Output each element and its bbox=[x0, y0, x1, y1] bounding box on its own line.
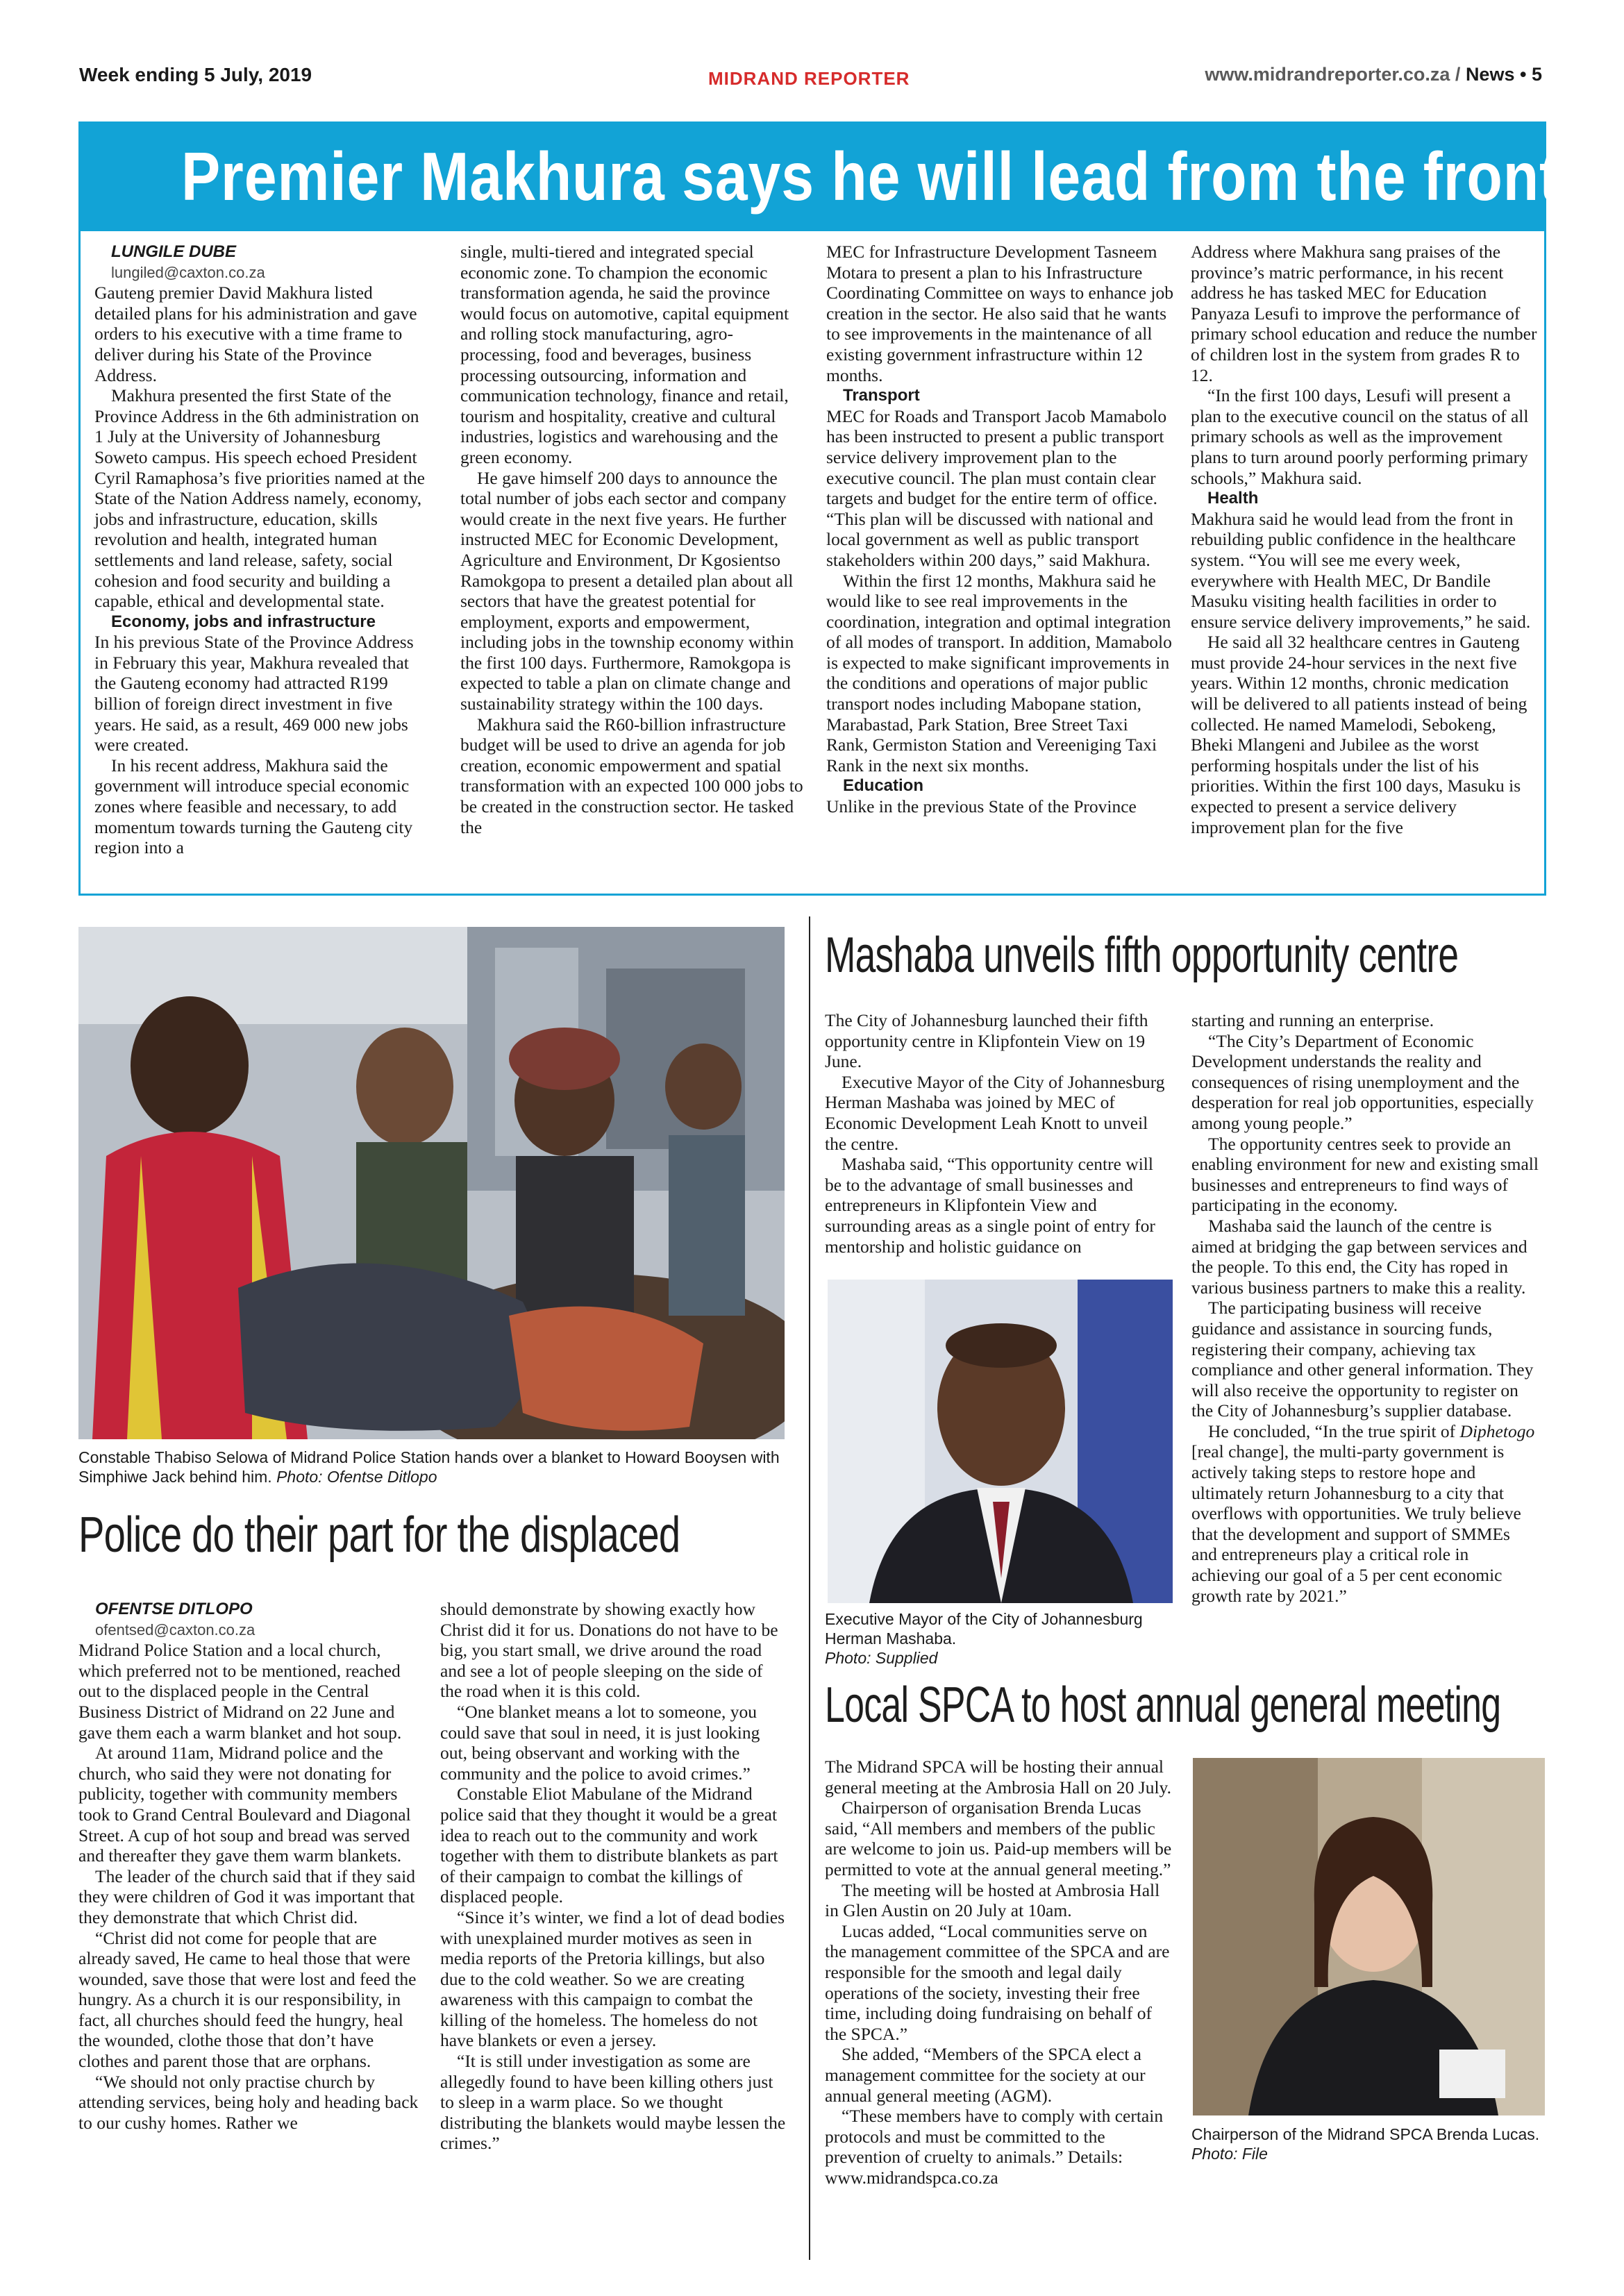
paragraph: At around 11am, Midrand police and the church, who said they were not donating for publicity, together with community members took to Grand Central Boulevard and Diagonal Street. A cup of hot soup and bread was served and thereafter they gave them warm blankets. bbox=[78, 1743, 411, 1866]
lead-headline: Premier Makhura says he will lead from the front bbox=[181, 138, 1559, 215]
column-divider bbox=[809, 916, 810, 2260]
paragraph: “Christ did not come for people that are already saved, He came to heal those that were wounded, save those that were lost and feed the hungry. As a church it is our responsibility, in fact, all churches should feed the hungry, heal the wounded, clothe those that don’t have clothes and parent those that are orphans. bbox=[78, 1927, 417, 2072]
paragraph: Chairperson of organisation Brenda Lucas said, “All members and members of the public are welcome to join us. Paid-up members will be permitted to vote at the annual general meeting.” bbox=[825, 1798, 1172, 1879]
paragraph: In his recent address, Makhura said the government will introduce special economic zones where feasible and necessary, to add momentum towards turning the Gauteng city region into a bbox=[94, 755, 413, 858]
section-name: News bbox=[1465, 64, 1515, 85]
paragraph bbox=[1191, 1421, 1539, 1606]
quote-emphasis: Diphetogo bbox=[1459, 1421, 1535, 1441]
byline: LUNGILE DUBE bbox=[111, 242, 236, 261]
paragraph: Address where Makhura sang praises of the province’s matric performance, in his recent address he has tasked MEC for Education Panyaza Lesufi to improve the performance of primary school education and reduce the number of children lost in the system from grades R to 12. bbox=[1191, 242, 1537, 385]
paragraph: Within the first 12 months, Makhura said he would like to see real improvements in the coordination, integration and optimal integration of all modes of transport. In addition, Mamabolo is expected to make significant improvements in the conditions and operations of major public transport nodes including Mabopane station, Marabastad, Park Station, Bree Street Taxi Rank, Germiston Station and Vereeniging Taxi Rank in the next six months. bbox=[826, 570, 1172, 776]
paragraph: The Midrand SPCA will be hosting their annual general meeting at the Ambrosia Hall on 20 July. bbox=[825, 1757, 1172, 1798]
photo-illustration bbox=[78, 927, 785, 1439]
quote-text: [real change], the multi-party government is actively taking steps to restore hope and ultimately return Johannesburg to a city that overflows with opportunities. We truly believe that the development and support of SMMEs and entrepreneurs play a critical role in achieving our goal of a 5 per cent economic growth rate by 2021.” bbox=[1191, 1441, 1521, 1606]
paragraph: “We should not only practise church by attending services, being holy and heading back to our cushy homes. Rather we bbox=[78, 2071, 419, 2133]
quote-text: He concluded, “In the true spirit of bbox=[1208, 1421, 1460, 1441]
paragraph: He said all 32 healthcare centres in Gauteng must provide 24-hour services in the next five years. Within 12 months, chronic medication will be delivered to all patients instead of being collected. He named Mamelodi, Sebokeng, Bheki Mlangeni and Jubilee as the worst performing hospitals under the list of his priorities. Within the first 100 days, Masuku is expected to present a service delivery improvement plan for the five bbox=[1191, 632, 1527, 837]
paragraph: Lucas added, “Local communities serve on the management committee of the SPCA and are responsible for the smooth and legal daily operations of the society, investing their free time, including doing fundraising on behalf of the SPCA.” bbox=[825, 1920, 1170, 2044]
paragraph: Midrand Police Station and a local church, which preferred not to be mentioned, reached out to the displaced people in the Central Business District of Midrand on 22 June and gave them each a warm blanket and hot soup. bbox=[78, 1640, 402, 1743]
police-article-column-1 bbox=[78, 1599, 426, 2133]
subheading: Transport bbox=[843, 386, 920, 405]
subheading: Education bbox=[843, 776, 924, 796]
subheading: Economy, jobs and infrastructure bbox=[111, 612, 376, 631]
caption-text: Constable Thabiso Selowa of Midrand Police Station hands over a blanket to Howard Booysen with Simphiwe Jack behind him. bbox=[78, 1448, 780, 1486]
mashaba-photo bbox=[828, 1280, 1173, 1603]
paragraph: Makhura said he would lead from the front in rebuilding public confidence in the healthcare system. “You will see me every week, everywhere with Health MEC, Dr Bandile Masuku visiting health facilities in order to ensure service delivery improvements,” he said. bbox=[1191, 508, 1531, 632]
paragraph: She added, “Members of the SPCA elect a management committee for the society at our annual general meeting (AGM). bbox=[825, 2044, 1146, 2106]
paragraph: MEC for Infrastructure Development Tasneem Motara to present a plan to his Infrastructure Coordinating Committee on ways to enhance job creation in the sector. He also said that he wants to see improvements in the maintenance of all existing government infrastructure within 12 months. bbox=[826, 242, 1173, 385]
police-photo-caption bbox=[78, 1448, 787, 1486]
paragraph: The leader of the church said that if they said they were children of God it was important that they demonstrate that which Christ did. bbox=[78, 1866, 415, 1927]
spca-headline: Local SPCA to host annual general meeting bbox=[825, 1677, 1501, 1733]
mashaba-article-column-2 bbox=[1191, 1010, 1539, 1606]
issue-date: Week ending 5 July, 2019 bbox=[79, 64, 312, 85]
paragraph: single, multi-tiered and integrated special economic zone. To champion the economic transformation agenda, he said the province would focus on automotive, capital equipment and rolling stock manufacturing, agro-processing, food and beverages, business processing outsourcing, information and communication technology, finance and retail, tourism and hospitality, creative and cultural industries, logistics and warehousing and the green economy. bbox=[460, 242, 789, 467]
bullet: • bbox=[1520, 64, 1532, 85]
portrait-illustration bbox=[1193, 1758, 1545, 2115]
paragraph: Executive Mayor of the City of Johannesburg Herman Mashaba was joined by MEC of Economic Development Leah Knott to unveil the centre. bbox=[825, 1071, 1165, 1154]
photo-credit: Photo: File bbox=[1191, 2145, 1268, 2163]
police-headline: Police do their part for the displaced bbox=[78, 1507, 680, 1563]
photo-credit: Photo: Supplied bbox=[825, 1649, 938, 1667]
paragraph: The participating business will receive guidance and assistance in sourcing funds, registering their company, achieving tax compliance and other general information. They will also receive the opportunity to register on the City of Johannesburg’s supplier database. bbox=[1191, 1298, 1534, 1421]
paragraph: He gave himself 200 days to announce the total number of jobs each sector and company would create in the next five years. He further instructed MEC for Economic Development, Agriculture and Environment, Dr Kgosientso Ramokgopa to present a detailed plan about all sectors that have the greatest potential for employment, exports and empowerment, including jobs in the township economy within the first 100 days. Furthermore, Ramokgopa is expected to table a plan on climate change and sustainability strategy within the 100 days. bbox=[460, 467, 794, 714]
separator: / bbox=[1455, 64, 1466, 85]
paragraph: The opportunity centres seek to provide an enabling environment for new and existing small businesses and entrepreneurs to find ways of participating in the economy. bbox=[1191, 1133, 1539, 1216]
paragraph: Makhura said the R60-billion infrastructure budget will be used to drive an agenda for job creation, economic empowerment and spatial transformation with an expected 100 000 jobs to be created in the construction sector. He tasked the bbox=[460, 714, 803, 837]
page-reference bbox=[1205, 64, 1542, 85]
lead-headline-banner bbox=[78, 121, 1559, 231]
paragraph: In his previous State of the Province Address in February this year, Makhura revealed that the Gauteng economy had attracted R199 billion of foreign direct investment in five years. He said, as a result, 469 000 new jobs were created. bbox=[94, 632, 414, 755]
lead-article-column-3 bbox=[826, 242, 1173, 817]
spca-photo-caption bbox=[1191, 2125, 1546, 2163]
caption-text: Chairperson of the Midrand SPCA Brenda Lucas. bbox=[1191, 2125, 1540, 2143]
photo-credit: Photo: Ofentse Ditlopo bbox=[276, 1468, 437, 1486]
paragraph: Mashaba said the launch of the centre is aimed at bridging the gap between services and the people. To this end, the City has roped in various business partners to make this a reality. bbox=[1191, 1215, 1527, 1298]
byline-email[interactable]: lungiled@caxton.co.za bbox=[111, 263, 265, 281]
paragraph: Makhura presented the first State of the Province Address in the 6th administration on 1 July at the University of Johannesburg Soweto campus. His speech echoed President Cyril Ramaphosa’s five priorities named at the State of the Nation Address namely, economy, jobs and infrastructure, education, skills revolution and health, integrated human settlements and land release, safety, social cohesion and food security and building a capable, ethical and developmental state. bbox=[94, 385, 425, 612]
paragraph: The City of Johannesburg launched their fifth opportunity centre in Klipfontein View on 19 June. bbox=[825, 1010, 1148, 1072]
paragraph: MEC for Roads and Transport Jacob Mamabolo has been instructed to present a public transport service delivery improvement plan to the executive council. The plan must contain clear targets and budget for the entire term of office. “This plan will be discussed with national and local government as well as public transport stakeholders within 200 days,” said Makhura. bbox=[826, 405, 1167, 570]
page-number: 5 bbox=[1531, 64, 1542, 85]
paragraph: Unlike in the previous State of the Province bbox=[826, 796, 1137, 817]
subheading: Health bbox=[1207, 489, 1259, 508]
lead-article-column-1 bbox=[94, 242, 430, 858]
portrait-illustration bbox=[828, 1280, 1173, 1603]
lead-article-column-2 bbox=[460, 242, 807, 837]
paragraph: should demonstrate by showing exactly how Christ did it for us. Donations do not have to be big, you start small, we drive around the road and see a lot of people sleeping on the side of the road when it is this cold. bbox=[440, 1599, 778, 1702]
lead-article-column-4 bbox=[1191, 242, 1538, 837]
paragraph: The meeting will be hosted at Ambrosia Hall in Glen Austin on 20 July at 10am. bbox=[825, 1879, 1160, 1921]
paragraph: “It is still under investigation as some are allegedly found to have been killing others just to sleep in a warm place. So we thought distributing the blankets would maybe lessen the crimes.” bbox=[440, 2051, 786, 2154]
paragraph: Mashaba said, “This opportunity centre will be to the advantage of small businesses and entrepreneurs in Klipfontein View and surrounding areas as a single point of entry for mentorship and holistic guidance on bbox=[825, 1154, 1155, 1257]
spca-chairperson-photo bbox=[1193, 1758, 1545, 2115]
mashaba-headline: Mashaba unveils fifth opportunity centre bbox=[825, 928, 1459, 983]
byline-email[interactable]: ofentsed@caxton.co.za bbox=[95, 1620, 256, 1639]
paragraph: “In the first 100 days, Lesufi will present a plan to the executive council on the status of all primary schools as well as the improvement plans to turn around poorly performing primary schools,” Makhura said. bbox=[1191, 385, 1529, 488]
paragraph: “Since it’s winter, we find a lot of dead bodies with unexplained murder motives as seen in media reports of the Pretoria killings, but also due to the cold weather. So we are creating awareness with this campaign to combat the killing of the homeless. The homeless do not have blankets or even a jersey. bbox=[440, 1907, 785, 2051]
paragraph: Gauteng premier David Makhura listed detailed plans for his administration and gave orders to his executive with a time frame to deliver during his State of the Province Address. bbox=[94, 283, 417, 385]
police-article-column-2 bbox=[440, 1599, 787, 2154]
mashaba-article-column-1 bbox=[825, 1010, 1172, 1257]
paragraph: “One blanket means a lot to someone, you could save that soul in need, it is just looking out, being observant and working with the community and the police to avoid crimes.” bbox=[440, 1701, 760, 1784]
masthead: MIDRAND REPORTER bbox=[708, 68, 910, 89]
caption-text: Executive Mayor of the City of Johannesburg Herman Mashaba. bbox=[825, 1610, 1143, 1648]
paragraph: “The City’s Department of Economic Development understands the reality and consequences of rising unemployment and the desperation for real job opportunities, especially among young people.” bbox=[1191, 1030, 1534, 1133]
mashaba-photo-caption bbox=[825, 1609, 1172, 1668]
paragraph: “These members have to comply with certain protocols and must be committed to the prevention of cruelty to animals.” Details: www.midrandspca.co.za bbox=[825, 2106, 1164, 2188]
police-blanket-photo bbox=[78, 927, 785, 1439]
site-url[interactable]: www.midrandreporter.co.za bbox=[1205, 64, 1450, 85]
paragraph: starting and running an enterprise. bbox=[1191, 1010, 1434, 1030]
byline: OFENTSE DITLOPO bbox=[95, 1600, 253, 1618]
paragraph: Constable Eliot Mabulane of the Midrand police said that they thought it would be a great idea to reach out to the community and work together with them to distribute blankets as part of their campaign to combat the killings of displaced people. bbox=[440, 1784, 778, 1907]
spca-article-column bbox=[825, 1757, 1172, 2188]
